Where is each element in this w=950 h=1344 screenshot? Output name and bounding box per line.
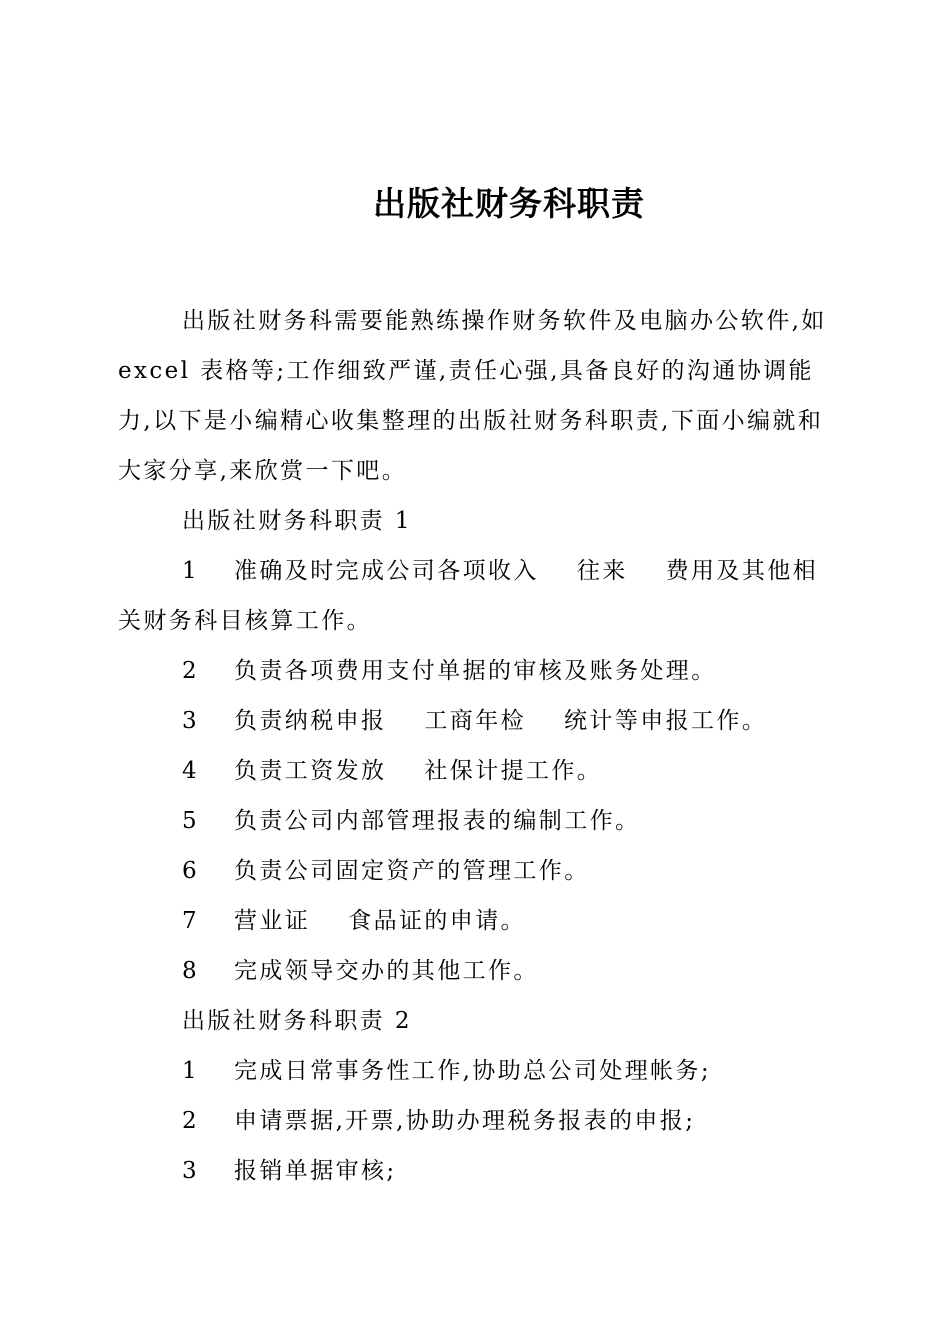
s1-item-5-text: 负责公司内部管理报表的编制工作。 [234, 808, 641, 834]
s1-item-2-number: 2 [182, 658, 197, 684]
s1-item-4-part-2: 社保计提工作。 [424, 758, 603, 784]
s1-item-1-part-1: 准确及时完成公司各项收入 [234, 558, 539, 584]
intro-line-1: 出版社财务科需要能熟练操作财务软件及电脑办公软件,如 [182, 308, 827, 334]
s2-item-1-text: 完成日常事务性工作,协助总公司处理帐务; [234, 1058, 712, 1084]
s1-item-3-part-3: 统计等申报工作。 [564, 708, 768, 734]
intro-line-3: 力,以下是小编精心收集整理的出版社财务科职责,下面小编就和 [118, 408, 824, 434]
s1-item-8-number: 8 [182, 958, 197, 984]
s1-item-7-text [234, 906, 526, 936]
s1-item-7-part-2: 食品证的申请。 [348, 908, 527, 934]
s1-item-3-text [234, 706, 767, 736]
s1-item-1-number: 1 [182, 558, 197, 584]
s1-item-3-part-2: 工商年检 [424, 708, 527, 734]
s2-item-3-number: 3 [182, 1158, 197, 1184]
intro-line-2: excel 表格等;工作细致严谨,责任心强,具备良好的沟通协调能 [118, 358, 814, 384]
s2-item-2-number: 2 [182, 1108, 197, 1134]
section-2-heading: 出版社财务科职责 2 [182, 1008, 412, 1034]
s1-item-2-text: 负责各项费用支付单据的审核及账务处理。 [234, 658, 717, 684]
s1-item-1-part-3: 费用及其他相 [665, 558, 819, 584]
s1-item-7-part-1: 营业证 [234, 908, 311, 934]
s2-item-1-number: 1 [182, 1058, 197, 1084]
s1-item-4-number: 4 [182, 758, 197, 784]
s2-item-3-text: 报销单据审核; [234, 1158, 397, 1184]
s1-item-4-text [234, 756, 602, 786]
s1-item-5-number: 5 [182, 808, 197, 834]
s1-item-1-continuation: 关财务科目核算工作。 [118, 608, 372, 634]
s1-item-3-number: 3 [182, 708, 197, 734]
document-title: 出版社财务科职责 [373, 184, 645, 223]
s1-item-8-text: 完成领导交办的其他工作。 [234, 958, 539, 984]
s2-item-2-text: 申请票据,开票,协助办理税务报表的申报; [234, 1108, 696, 1134]
s1-item-7-number: 7 [182, 908, 197, 934]
s1-item-4-part-1: 负责工资发放 [234, 758, 387, 784]
s1-item-1-part-2: 往来 [576, 558, 628, 584]
section-1-heading: 出版社财务科职责 1 [182, 508, 412, 534]
s1-item-1-text [234, 556, 818, 586]
s1-item-6-number: 6 [182, 858, 197, 884]
s1-item-6-text: 负责公司固定资产的管理工作。 [234, 858, 590, 884]
intro-line-4: 大家分享,来欣赏一下吧。 [118, 458, 408, 484]
s1-item-3-part-1: 负责纳税申报 [234, 708, 387, 734]
